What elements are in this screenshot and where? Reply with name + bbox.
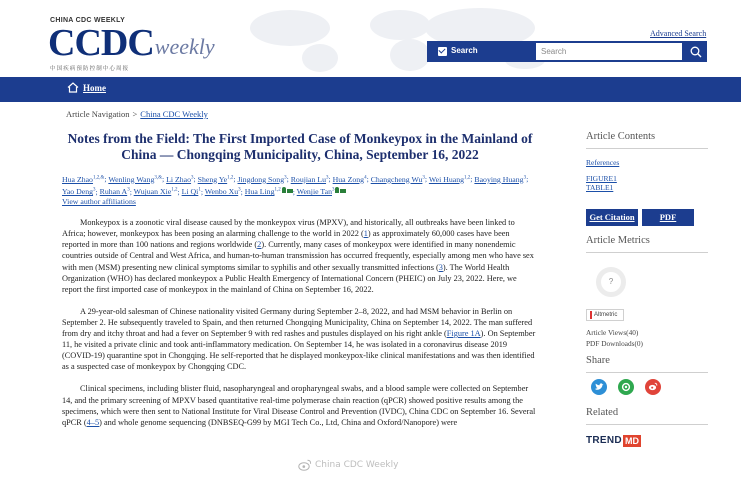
article-main bbox=[62, 131, 538, 428]
author-affiliation-sup: 3 bbox=[326, 175, 329, 180]
author-separator: ; bbox=[177, 187, 182, 197]
reference-link[interactable]: 1 bbox=[363, 229, 368, 239]
author-separator: ; bbox=[424, 174, 429, 184]
author-separator: ; bbox=[366, 174, 371, 184]
brand-tagline: CHINA CDC WEEKLY bbox=[50, 17, 126, 24]
author-link[interactable]: Li Qi bbox=[181, 187, 199, 197]
dimensions-badge[interactable]: ? bbox=[596, 267, 626, 297]
text-segment: A 29-year-old salesman of Chinese nationality visited Germany during September 2–8, 2022, and had MSM behavior in Berlin on September 2. He subsequently traveled to Spain, and then returned Chongqing Municipality, China on September 14, 2022. The man suffered from dry and itchy throat and had a fever on September 9 with red rashes and pustules displayed on his right ankle ( bbox=[62, 306, 533, 339]
author-affiliation-sup: 3 bbox=[93, 187, 96, 193]
breadcrumb bbox=[66, 109, 208, 119]
watermark bbox=[298, 459, 398, 471]
author-link[interactable]: Ruhan A bbox=[99, 187, 128, 197]
author-link[interactable]: Wenbo Xu bbox=[204, 187, 239, 197]
pdf-downloads-count: PDF Downloads(0) bbox=[586, 338, 643, 348]
author-affiliation-sup: 1,2,& bbox=[92, 175, 105, 180]
author-link[interactable]: Hua Zong bbox=[332, 174, 365, 184]
author-entry bbox=[62, 187, 96, 196]
author-separator: ; bbox=[129, 187, 134, 197]
article-paragraph-3 bbox=[62, 383, 538, 427]
share-weibo-icon[interactable] bbox=[645, 379, 661, 395]
author-separator: ; bbox=[328, 174, 333, 184]
corresponding-author-icon[interactable] bbox=[282, 187, 286, 193]
text-segment: ). The World Health Organization (WHO) has declared monkeypox a Public Health Emergency of International Concern (PHEIC) on July 23, 2022. Here, we report the first imported case of monkeypox in the mainland of China on September 16, 2022. bbox=[62, 262, 517, 294]
author-link[interactable]: Wujuan Xie bbox=[133, 187, 172, 197]
author-link[interactable]: Changcheng Wu bbox=[370, 174, 423, 184]
author-entry bbox=[134, 187, 178, 196]
contents-link-references[interactable]: References bbox=[586, 158, 620, 167]
author-separator: ; bbox=[470, 174, 475, 184]
author-affiliation-sup: 1,2 bbox=[464, 175, 471, 180]
article-metrics-heading: Article Metrics bbox=[586, 235, 708, 253]
author-link[interactable]: Hua Ling bbox=[244, 187, 275, 197]
search-icon bbox=[690, 46, 702, 58]
text-segment: ) as approximately 60,000 cases have been reported in more than 100 nations and regions worldwide ( bbox=[62, 229, 510, 250]
reference-link[interactable]: 4–5 bbox=[86, 417, 100, 427]
author-separator: ; bbox=[233, 174, 238, 184]
author-affiliation-sup: 4 bbox=[364, 175, 367, 180]
author-link[interactable]: Wei Huang bbox=[428, 174, 465, 184]
author-entry bbox=[62, 175, 104, 184]
author-affiliation-sup: 3 bbox=[191, 175, 194, 180]
world-map-background bbox=[230, 0, 560, 75]
article-paragraph-2 bbox=[62, 306, 538, 373]
pdf-button[interactable]: PDF bbox=[642, 209, 694, 226]
author-link[interactable]: Li Zhao bbox=[166, 174, 192, 184]
author-affiliation-sup: 3 bbox=[238, 187, 241, 193]
main-navbar bbox=[0, 77, 741, 102]
author-entry bbox=[238, 175, 287, 184]
author-entry bbox=[108, 175, 162, 184]
text-segment: ). Currently, many cases of monkeypox were identified in many nonendemic countries outside of Central and West Africa, and human-to-human transmission has occurred frequently, especially among men who have sex with men (MSM) presenting new clinical symptoms similar to syphilis and other sexually transmitted infections ( bbox=[62, 240, 534, 272]
article-contents-heading: Article Contents bbox=[586, 131, 708, 149]
trendmd-logo-text: TREND bbox=[586, 435, 622, 446]
share-buttons bbox=[591, 379, 708, 395]
author-entry bbox=[291, 175, 329, 184]
author-affiliation-sup: 1,2 bbox=[274, 187, 281, 193]
share-heading: Share bbox=[586, 355, 708, 373]
author-separator: ; bbox=[286, 174, 291, 184]
author-affiliation-sup: 1,2 bbox=[171, 187, 178, 193]
email-icon[interactable] bbox=[340, 189, 346, 193]
view-affiliations-link[interactable]: View author affiliations bbox=[62, 197, 136, 207]
author-entry bbox=[205, 187, 241, 196]
search-bar bbox=[427, 41, 707, 62]
article-views-count: Article Views(40) bbox=[586, 327, 639, 337]
article-title: Notes from the Field: The First Imported Case of Monkeypox in the Mainland of China — Chongqing Municipality, China, September 16, 2022 bbox=[67, 131, 533, 162]
watermark-text: China CDC Weekly bbox=[315, 460, 399, 470]
author-separator: ; bbox=[162, 174, 167, 184]
search-scope-label: Search bbox=[451, 46, 478, 55]
author-entry bbox=[245, 187, 293, 196]
trendmd-logo[interactable] bbox=[586, 435, 708, 447]
author-entry bbox=[333, 175, 367, 184]
author-affiliation-sup: 3,& bbox=[154, 175, 163, 180]
author-link[interactable]: Wenling Wang bbox=[108, 174, 155, 184]
contents-link-table1[interactable]: TABLE1 bbox=[586, 183, 614, 192]
altmetric-badge[interactable]: Altmetric bbox=[586, 309, 624, 321]
home-icon bbox=[67, 82, 79, 93]
logo-ccdc-text: CCDC bbox=[48, 22, 154, 64]
author-affiliation-sup: 3 bbox=[523, 175, 527, 180]
related-heading: Related bbox=[586, 407, 708, 425]
text-segment: Clinical specimens, including blister fluid, nasopharyngeal and oropharyngeal swabs, and a blood sample were collected on September 14, and the primary screening of MPXV based quantitative real-time polymerase chain reaction (qPCR) showed positive results among the specimens, which were then sent to National Institute for Viral Disease Control and Prevention (IVDC), China CDC on September 16. Several qPCR ( bbox=[62, 384, 536, 427]
author-list bbox=[62, 172, 538, 197]
reference-link[interactable]: 3 bbox=[438, 262, 443, 272]
weibo-watermark-icon bbox=[298, 459, 312, 471]
site-logo[interactable] bbox=[48, 22, 215, 64]
author-entry bbox=[371, 175, 425, 184]
breadcrumb-separator: > bbox=[132, 109, 138, 119]
author-link[interactable]: Roujian Lu bbox=[290, 174, 327, 184]
get-citation-button[interactable]: Get Citation bbox=[586, 209, 638, 226]
article-sidebar bbox=[586, 131, 708, 447]
author-link[interactable]: Yao Deng bbox=[62, 187, 94, 197]
author-separator: ; bbox=[526, 174, 529, 184]
author-separator: ; bbox=[240, 187, 245, 197]
author-affiliation-sup: 3 bbox=[422, 175, 425, 180]
author-separator: ; bbox=[292, 187, 297, 197]
author-link[interactable]: Hua Zhao bbox=[62, 174, 93, 184]
figure-link[interactable]: Figure 1A bbox=[446, 329, 481, 339]
author-affiliation-sup: 1,2 bbox=[227, 175, 234, 180]
author-entry bbox=[182, 187, 201, 196]
advanced-search-link[interactable]: Advanced Search bbox=[650, 29, 707, 38]
metric-counts bbox=[586, 327, 708, 349]
author-entry bbox=[429, 175, 470, 184]
author-entry bbox=[100, 187, 130, 196]
trendmd-logo-badge: MD bbox=[624, 435, 639, 446]
breadcrumb-link-journal[interactable]: China CDC Weekly bbox=[140, 109, 208, 119]
breadcrumb-label: Article Navigation bbox=[66, 109, 130, 119]
text-segment: Monkeypox is a zoonotic viral disease caused by the monkeypox virus (MPXV), and historically, all outbreaks have been linked to Africa; however, monkeypox has been posing an alarming challenge to the world in 2022 ( bbox=[62, 218, 515, 239]
contents-link-figure1[interactable]: FIGURE1 bbox=[586, 173, 617, 183]
site-header bbox=[0, 0, 741, 75]
text-segment: ). On September 11, he visited a private clinic and took anti-inflammatory medication. On September 14, he was isolated in a coronavirus disease 2019 (COVID-19) quarantine spot in Chongqing. He self-reported that he displayed monkeypox-like clinical manifestations and was then identified as a suspected case of monkeypox by Chongqing CDC. bbox=[62, 329, 536, 372]
author-affiliation-sup: 3 bbox=[331, 187, 335, 193]
brand-chinese-name: 中国疾病预防控制中心周报 bbox=[50, 66, 130, 72]
article-paragraph-1 bbox=[62, 217, 538, 295]
author-entry bbox=[297, 187, 347, 196]
author-affiliation-sup: 1 bbox=[198, 187, 201, 193]
share-wechat-moments-icon[interactable] bbox=[618, 379, 634, 395]
search-checkbox[interactable] bbox=[438, 47, 447, 56]
author-link[interactable]: Wenjie Tan bbox=[296, 187, 332, 197]
author-entry bbox=[198, 175, 234, 184]
search-button[interactable] bbox=[684, 41, 707, 62]
logo-weekly-text: weekly bbox=[154, 34, 215, 59]
author-entry bbox=[474, 174, 529, 184]
nav-home-label: Home bbox=[83, 82, 106, 93]
reference-link[interactable]: 2 bbox=[257, 240, 262, 250]
author-affiliation-sup: 3 bbox=[284, 175, 287, 180]
author-separator: ; bbox=[104, 174, 109, 184]
share-twitter-icon[interactable] bbox=[591, 379, 607, 395]
author-link[interactable]: Baoying Huang bbox=[474, 174, 524, 184]
corresponding-author-icon[interactable] bbox=[335, 187, 339, 193]
nav-home[interactable] bbox=[67, 82, 106, 93]
author-separator: ; bbox=[193, 174, 198, 184]
author-entry bbox=[166, 175, 193, 184]
author-affiliation-sup: 3 bbox=[127, 187, 130, 193]
text-segment: ) and whole genome sequencing (DNBSEQ-G99 by MGI Tech Co., Ltd, China and Oxford/Nanopore) were bbox=[99, 417, 458, 427]
author-link[interactable]: Sheng Ye bbox=[197, 174, 228, 184]
author-separator: ; bbox=[95, 187, 100, 197]
author-separator: ; bbox=[200, 187, 205, 197]
citation-actions bbox=[586, 209, 708, 226]
author-link[interactable]: Jingdong Song bbox=[237, 174, 285, 184]
search-input[interactable] bbox=[536, 43, 682, 60]
